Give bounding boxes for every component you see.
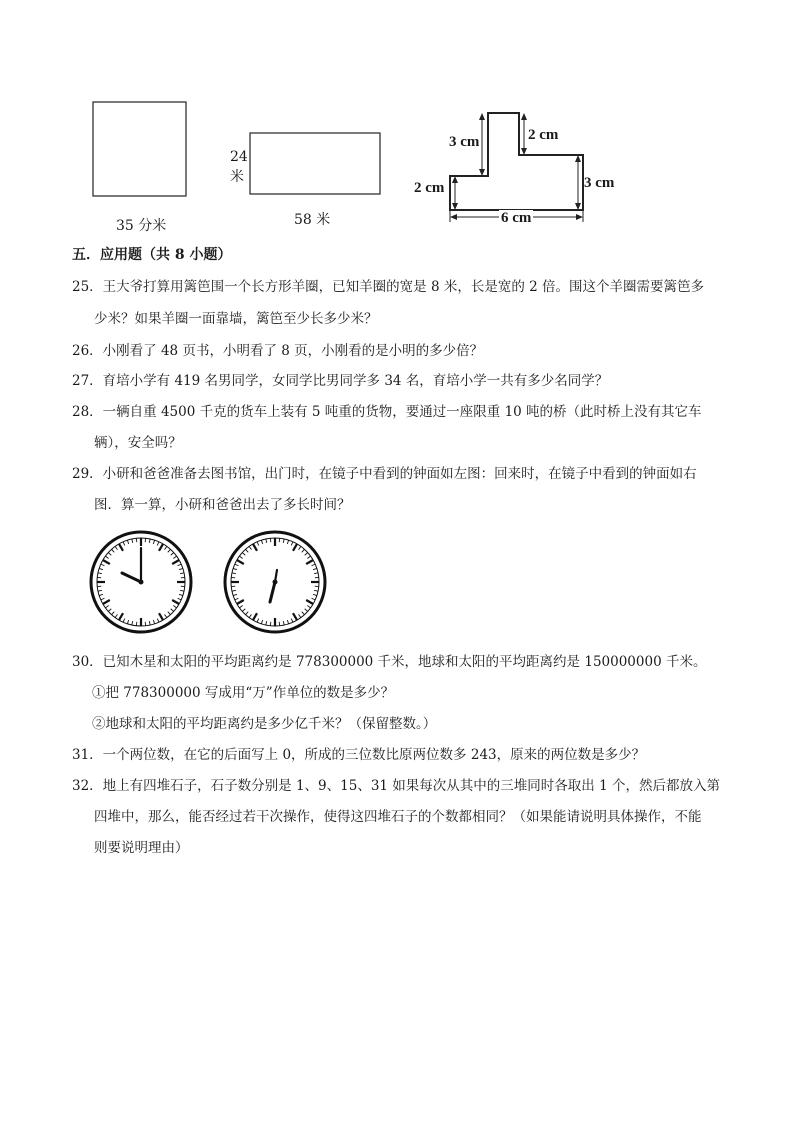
question-32-line-2: 四堆中，那么，能否经过若干次操作，使得这四堆石子的个数都相同？（如果能请说明具体操作，不能 (94, 809, 702, 825)
t-shape-right-label: 3 cm (584, 175, 615, 191)
question-25-line-1: 25．王大爷打算用篱笆围一个长方形羊圈，已知羊圈的宽是 8 米，长是宽的 2 倍。围这个羊圈需要篱笆多 (72, 279, 705, 295)
question-32-line-3: 则要说明理由） (94, 840, 189, 856)
question-28-line-1: 28．一辆自重 4500 千克的货车上装有 5 吨重的货物，要通过一座限重 10 吨的桥（此时桥上没有其它车 (72, 404, 702, 420)
question-26: 26．小刚看了 48 页书，小明看了 8 页，小刚看的是小明的多少倍？ (72, 343, 484, 359)
rectangle-length-label: 58 米 (294, 212, 331, 228)
question-31: 31．一个两位数，在它的后面写上 0，所成的三位数比原两位数多 243，原来的两位数是多少？ (72, 747, 646, 763)
right-clock-face (222, 529, 332, 639)
question-30-line-1: 30．已知木星和太阳的平均距离约是 778300000 千米，地球和太阳的平均距离约是 150000000 千米。 (72, 654, 707, 670)
rectangle-width-number: 24 (230, 149, 248, 165)
t-shape-left-bottom-label: 2 cm (414, 180, 445, 196)
question-30-line-3: ②地球和太阳的平均距离约是多少亿千米？（保留整数。） (92, 716, 437, 732)
question-30-line-2: ①把 778300000 写成用“万”作单位的数是多少？ (92, 685, 395, 701)
left-clock-face (88, 529, 198, 639)
t-shape-figure (0, 0, 794, 240)
t-shape-bottom-label: 6 cm (501, 210, 532, 226)
t-shape-left-top-label: 3 cm (449, 134, 480, 150)
question-29-line-1: 29．小研和爸爸准备去图书馆，出门时，在镜子中看到的钟面如左图：回来时，在镜子中看到的钟面如右 (72, 466, 697, 482)
rectangle-width-unit: 米 (230, 169, 244, 185)
square-side-label: 35 分米 (116, 218, 167, 234)
question-32-line-1: 32．地上有四堆石子，石子数分别是 1、9、15、31 如果每次从其中的三堆同时各取出 1 个，然后都放入第 (72, 778, 720, 794)
question-29-line-2: 图．算一算，小研和爸爸出去了多长时间？ (94, 497, 351, 513)
question-27: 27．育培小学有 419 名男同学，女同学比男同学多 34 名，育培小学一共有多少名同学？ (72, 373, 609, 389)
question-25-line-2: 少米？如果羊圈一面靠墙，篱笆至少长多少米？ (94, 311, 378, 327)
t-shape-right-top-label: 2 cm (528, 127, 559, 143)
question-28-line-2: 辆），安全吗？ (94, 435, 182, 451)
section-title: 五．应用题（共 8 小题） (72, 247, 232, 263)
